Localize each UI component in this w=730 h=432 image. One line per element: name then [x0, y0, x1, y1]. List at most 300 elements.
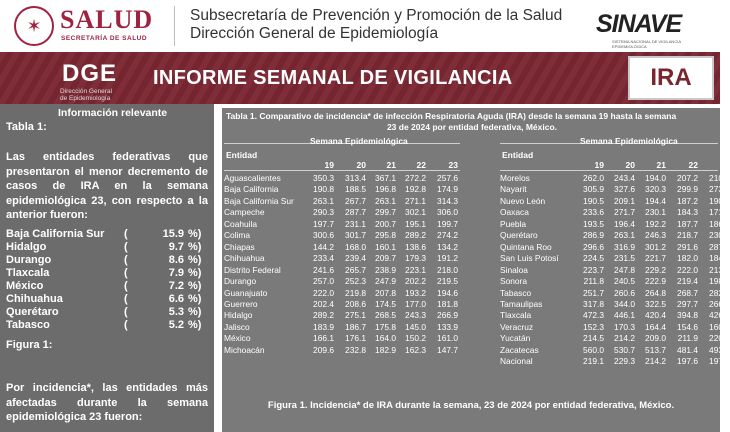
ranking-percent: %) [188, 293, 202, 305]
table-cell-value: 211.8 [583, 276, 604, 287]
table-cell-value: 264.8 [645, 287, 666, 298]
table-cell-value: 208.6 [345, 298, 366, 309]
table-cell-entity: Guerrero [224, 298, 258, 309]
table-cell-value: 257.0 [313, 276, 334, 287]
table-cell-value: 493.0 [709, 344, 730, 355]
ranking-entity: Tabasco [6, 319, 50, 331]
table-cell-value: 209.1 [614, 195, 635, 206]
table-row [224, 253, 460, 265]
table-cell-value: 302.1 [405, 207, 426, 218]
table-cell-value: 222.0 [313, 287, 334, 298]
table-cell-value: 190.8 [313, 184, 334, 195]
ranking-row [6, 241, 210, 254]
table-row [500, 287, 730, 300]
table-cell-entity: Jalisco [224, 321, 250, 332]
table-cell-value: 164.0 [375, 333, 396, 344]
table-row [224, 322, 460, 334]
table-caption-line-2: 23 de 2024 por entidad federativa, México. [386, 122, 558, 132]
table-cell-value: 188.5 [345, 184, 366, 195]
table-cell-value: 193.2 [405, 287, 426, 298]
table-cell-value: 420.4 [645, 310, 666, 321]
ranking-entity: Querétaro [6, 306, 59, 318]
ranking-row [6, 306, 210, 319]
column-header-week: 20 [356, 160, 366, 170]
table-cell-value: 222.9 [645, 276, 666, 287]
table-cell-value: 344.0 [614, 298, 635, 309]
table-row [224, 184, 460, 196]
table-row [224, 196, 460, 208]
table-cell-value: 219.5 [437, 276, 458, 287]
table-cell-value: 287.7 [345, 207, 366, 218]
ranking-value: 8.6 [168, 254, 184, 266]
table-row [500, 344, 730, 357]
table-cell-value: 152.3 [583, 321, 604, 332]
table-cell-value: 243.4 [614, 173, 635, 183]
table-cell-value: 305.9 [583, 184, 604, 195]
table-row [224, 242, 460, 254]
header-line-2: Dirección General de Epidemiología [190, 25, 439, 42]
table-cell-entity: Tabasco [500, 287, 532, 298]
column-header-week: 19 [594, 160, 604, 170]
sinave-logo [596, 10, 706, 49]
table-cell-value: 219.4 [677, 276, 698, 287]
table-cell-value: 268.5 [375, 310, 396, 321]
table-cell-value: 327.6 [614, 184, 635, 195]
report-title: INFORME SEMANAL DE VIGILANCIA [153, 67, 513, 89]
table-cell-value: 214.2 [614, 333, 635, 344]
table-cell-value: 194.0 [645, 173, 666, 183]
table-cell-value: 260.6 [614, 287, 635, 298]
table-row [224, 230, 460, 242]
table-cell-value: 223.7 [583, 264, 604, 275]
salud-logo-subtitle: SECRETARÍA DE SALUD [61, 35, 148, 42]
sinave-logo-subtitle: SISTEMA NACIONAL DE VIGILANCIA EPIDEMIOLÓGICA [612, 39, 681, 49]
table-cell-entity: Sonora [500, 276, 528, 287]
table-row [224, 265, 460, 277]
table-cell-value: 223.1 [405, 264, 426, 275]
table-cell-value: 184.6 [709, 253, 730, 264]
table-cell-value: 296.6 [583, 241, 604, 252]
table-cell-value: 207.2 [677, 173, 698, 183]
table-cell-value: 230.1 [645, 207, 666, 218]
table-cell-value: 202.2 [405, 276, 426, 287]
table-cell-value: 350.3 [313, 173, 334, 183]
table-rule [224, 170, 460, 171]
panel-heading: Información relevante [58, 107, 168, 119]
table-cell-value: 209.7 [375, 253, 396, 264]
table-row [500, 218, 730, 231]
table-cell-value: 214.2 [645, 356, 666, 367]
table-cell-value: 177.0 [405, 298, 426, 309]
table-cell-value: 209.6 [313, 344, 334, 355]
table-cell-value: 175.8 [375, 321, 396, 332]
table-cell-value: 394.8 [677, 310, 698, 321]
table-cell-value: 300.6 [313, 230, 334, 241]
ranking-row [6, 319, 210, 332]
table-cell-value: 274.2 [437, 230, 458, 241]
incidence-paragraph: Por incidencia*, las entidades más afectadas durante la semana epidemiológica 23 fueron: [6, 382, 208, 423]
table-cell-value: 560.0 [583, 344, 604, 355]
ranking-row [6, 267, 210, 280]
table-cell-value: 160.7 [709, 321, 730, 332]
table-cell-entity: Puebla [500, 218, 527, 229]
table-row [224, 333, 460, 345]
table-cell-value: 218.0 [437, 264, 458, 275]
table-cell-value: 190.0 [709, 195, 730, 206]
table-cell-value: 168.0 [345, 241, 366, 252]
incidence-table-panel [222, 108, 730, 432]
table-cell-value: 219.8 [345, 287, 366, 298]
table-cell-value: 214.5 [583, 333, 604, 344]
table-cell-value: 263.1 [614, 230, 635, 241]
table-cell-value: 252.3 [345, 276, 366, 287]
ranking-value: 6.6 [168, 293, 184, 305]
table-cell-value: 200.7 [375, 218, 396, 229]
table-cell-value: 239.4 [345, 253, 366, 264]
page-header [0, 0, 720, 52]
table-row [224, 276, 460, 288]
salud-logo [14, 6, 160, 46]
table-row [500, 241, 730, 254]
table-cell-value: 229.3 [614, 356, 635, 367]
table-cell-value: 313.4 [345, 173, 366, 183]
table-cell-value: 301.2 [645, 241, 666, 252]
table-cell-value: 219.1 [583, 356, 604, 367]
table-cell-value: 271.7 [614, 207, 635, 218]
table-cell-value: 282.8 [709, 287, 730, 298]
figure-caption: Figura 1. Incidencia* de IRA durante la semana, 23 de 2024 por entidad federativa, México. [267, 400, 675, 411]
table-cell-value: 238.9 [375, 264, 396, 275]
table-cell-entity: Baja California Sur [224, 195, 294, 206]
table-cell-entity: Yucatán [500, 333, 531, 344]
table-row [500, 356, 730, 368]
table-cell-value: 197.7 [313, 218, 334, 229]
ranking-percent: %) [188, 241, 202, 253]
table-cell-value: 218.7 [677, 230, 698, 241]
table-cell-value: 194.4 [645, 195, 666, 206]
table-cell-value: 222.0 [677, 264, 698, 275]
ranking-percent: %) [188, 306, 202, 318]
table-cell-entity: Baja California [224, 184, 279, 195]
table-cell-value: 243.3 [405, 310, 426, 321]
table-cell-value: 367.1 [375, 173, 396, 183]
sinave-logo-text: SINAVE [596, 10, 682, 38]
table-row [500, 195, 730, 208]
table-cell-value: 220.2 [709, 333, 730, 344]
dge-logo: DGE [62, 60, 118, 87]
column-header-week: 21 [656, 160, 666, 170]
table-cell-value: 268.7 [677, 287, 698, 298]
table-cell-value: 306.0 [437, 207, 458, 218]
table-cell-value: 233.4 [313, 253, 334, 264]
table-row [500, 230, 730, 242]
table-cell-value: 187.7 [677, 218, 698, 229]
table-cell-value: 193.5 [583, 218, 604, 229]
table-cell-value: 211.9 [677, 333, 698, 344]
table-cell-value: 182.9 [375, 344, 396, 355]
table-cell-value: 247.8 [614, 264, 635, 275]
table-row [500, 333, 730, 345]
table-cell-value: 170.3 [614, 321, 635, 332]
column-header-week: 23 [448, 160, 458, 170]
table-cell-value: 287.4 [709, 241, 730, 252]
decrement-ranking [6, 228, 210, 332]
table-cell-value: 320.3 [645, 184, 666, 195]
table-cell-value: 186.5 [709, 218, 730, 229]
table-cell-value: 166.1 [313, 333, 334, 344]
column-header-week: 20 [625, 160, 635, 170]
header-divider [174, 6, 175, 46]
table-cell-value: 221.7 [645, 253, 666, 264]
table-cell-entity: Michoacán [224, 344, 265, 355]
table-cell-value: 194.6 [437, 287, 458, 298]
column-header-week: 21 [386, 160, 396, 170]
table-cell-value: 231.5 [614, 253, 635, 264]
ranking-value: 15.9 [162, 228, 184, 240]
table-cell-value: 426.1 [709, 310, 730, 321]
table-cell-value: 171.5 [709, 207, 730, 218]
ranking-row [6, 280, 210, 293]
table-cell-value: 191.2 [437, 253, 458, 264]
table-cell-value: 472.3 [583, 310, 604, 321]
ranking-entity: Chihuahua [6, 293, 63, 305]
ranking-paren: ( [124, 228, 128, 240]
table-cell-value: 247.9 [375, 276, 396, 287]
ranking-value: 7.9 [168, 267, 184, 279]
table-row [224, 345, 460, 357]
table-cell-value: 145.0 [405, 321, 426, 332]
table-row [224, 299, 460, 311]
table-cell-value: 210.6 [709, 173, 730, 183]
table-cell-value: 251.7 [583, 287, 604, 298]
table-cell-value: 299.9 [677, 184, 698, 195]
ranking-paren: ( [124, 267, 128, 279]
table-cell-value: 182.0 [677, 253, 698, 264]
header-line-1: Subsecretaría de Prevención y Promoción de la Salud [190, 7, 563, 24]
panel-table-label: Tabla 1: [6, 121, 47, 133]
table-cell-value: 233.6 [583, 207, 604, 218]
table-cell-value: 183.9 [313, 321, 334, 332]
table-cell-value: 316.9 [614, 241, 635, 252]
table-cell-value: 192.8 [405, 184, 426, 195]
table-cell-value: 246.3 [645, 230, 666, 241]
table-cell-value: 174.5 [375, 298, 396, 309]
table-cell-value: 273.6 [709, 184, 730, 195]
table-row [224, 219, 460, 231]
relevant-info-panel [0, 104, 214, 432]
table-cell-value: 513.7 [645, 344, 666, 355]
table-cell-value: 291.6 [677, 241, 698, 252]
table-cell-value: 196.4 [614, 218, 635, 229]
table-cell-entity: Aguascalientes [224, 173, 281, 183]
report-banner [0, 52, 720, 104]
table-cell-value: 230.3 [709, 230, 730, 241]
table-cell-entity: Nacional [500, 356, 533, 367]
table-row [500, 321, 730, 334]
table-cell-value: 271.1 [405, 195, 426, 206]
table-cell-entity: Morelos [500, 173, 530, 183]
table-cell-value: 150.2 [405, 333, 426, 344]
table-cell-value: 192.2 [645, 218, 666, 229]
table-cell-value: 241.6 [313, 264, 334, 275]
column-header-week-group: Semana Epidemiológica [580, 136, 678, 146]
table-cell-value: 179.3 [405, 253, 426, 264]
panel-figure-label: Figura 1: [6, 339, 53, 351]
table-cell-value: 154.6 [677, 321, 698, 332]
ranking-percent: %) [188, 319, 202, 331]
table-rule [500, 170, 718, 171]
table-cell-value: 295.8 [375, 230, 396, 241]
table-caption [226, 111, 718, 133]
decrement-paragraph: Las entidades federativas que presentaron el menor decremento de casos de IRA en la semana epidemiológica 23, con respecto a la anterior fueron: [6, 151, 208, 221]
ranking-paren: ( [124, 293, 128, 305]
table-cell-entity: Distrito Federal [224, 264, 281, 275]
table-cell-value: 202.4 [313, 298, 334, 309]
ranking-paren: ( [124, 254, 128, 266]
table-cell-value: 209.0 [645, 333, 666, 344]
table-cell-entity: Querétaro [500, 230, 538, 241]
ranking-percent: %) [188, 254, 202, 266]
table-cell-value: 299.7 [375, 207, 396, 218]
ranking-percent: %) [188, 280, 202, 292]
table-row [500, 298, 730, 311]
ranking-entity: Tlaxcala [6, 267, 50, 279]
table-cell-value: 198.8 [709, 276, 730, 287]
table-cell-value: 263.1 [375, 195, 396, 206]
table-cell-value: 289.2 [405, 230, 426, 241]
table-row [500, 173, 730, 185]
table-cell-value: 133.9 [437, 321, 458, 332]
table-cell-entity: Nuevo León [500, 195, 546, 206]
ira-tag: IRA [628, 56, 714, 100]
table-cell-entity: Colima [224, 230, 251, 241]
ranking-row [6, 293, 210, 306]
table-cell-value: 262.0 [583, 173, 604, 183]
table-cell-value: 257.6 [437, 173, 458, 183]
table-cell-value: 272.2 [405, 173, 426, 183]
table-cell-value: 530.7 [614, 344, 635, 355]
table-cell-value: 263.1 [313, 195, 334, 206]
table-cell-entity: Guanajuato [224, 287, 268, 298]
column-header-week-group: Semana Epidemiológica [310, 136, 408, 146]
column-header-week: 22 [416, 160, 426, 170]
ranking-paren: ( [124, 280, 128, 292]
table-cell-value: 290.3 [313, 207, 334, 218]
ranking-row [6, 228, 210, 241]
table-cell-value: 265.7 [345, 264, 366, 275]
table-cell-entity: Nayarit [500, 184, 527, 195]
ranking-value: 5.2 [168, 319, 184, 331]
column-header-week: 19 [324, 160, 334, 170]
table-cell-value: 184.3 [677, 207, 698, 218]
table-cell-value: 176.1 [345, 333, 366, 344]
ranking-entity: Baja California Sur [6, 228, 105, 240]
salud-logo-text: SALUD [60, 5, 154, 34]
table-row [500, 207, 730, 219]
column-header-week: 23 [720, 160, 730, 170]
table-cell-entity: Coahuila [224, 218, 258, 229]
ranking-row [6, 254, 210, 267]
table-cell-value: 275.1 [345, 310, 366, 321]
table-cell-value: 164.4 [645, 321, 666, 332]
column-header-entity: Entidad [502, 150, 534, 160]
table-cell-value: 297.7 [677, 298, 698, 309]
table-cell-entity: Sinaloa [500, 264, 528, 275]
table-cell-value: 138.6 [405, 241, 426, 252]
table-cell-value: 195.1 [405, 218, 426, 229]
table-row [224, 310, 460, 322]
table-row [224, 207, 460, 219]
table-row [500, 184, 730, 196]
table-cell-entity: San Luis Potosí [500, 253, 559, 264]
table-cell-entity: Zacatecas [500, 344, 539, 355]
table-cell-entity: Tamaulipas [500, 298, 543, 309]
table-cell-value: 322.5 [645, 298, 666, 309]
table-cell-value: 174.9 [437, 184, 458, 195]
table-caption-line-1: Tabla 1. Comparativo de incidencia* de infección Respiratoria Aguda (IRA) desde la semana 19 hasta la semana [226, 111, 677, 121]
table-cell-entity: México [224, 333, 251, 344]
table-cell-entity: Campeche [224, 207, 265, 218]
table-cell-entity: Chiapas [224, 241, 255, 252]
table-cell-value: 196.8 [375, 184, 396, 195]
table-cell-entity: Chihuahua [224, 253, 265, 264]
ranking-paren: ( [124, 241, 128, 253]
table-cell-value: 446.1 [614, 310, 635, 321]
table-cell-value: 267.7 [345, 195, 366, 206]
ranking-value: 9.7 [168, 241, 184, 253]
table-row [500, 253, 730, 265]
ranking-percent: %) [188, 267, 202, 279]
ranking-paren: ( [124, 319, 128, 331]
table-cell-entity: Durango [224, 276, 257, 287]
ranking-paren: ( [124, 306, 128, 318]
table-row [500, 276, 730, 288]
table-cell-value: 289.2 [313, 310, 334, 321]
table-cell-value: 207.8 [375, 287, 396, 298]
table-cell-value: 160.1 [375, 241, 396, 252]
table-cell-value: 317.8 [583, 298, 604, 309]
table-cell-value: 147.7 [437, 344, 458, 355]
table-cell-entity: Hidalgo [224, 310, 253, 321]
table-cell-value: 144.2 [313, 241, 334, 252]
table-cell-value: 134.2 [437, 241, 458, 252]
dge-logo-subtitle: Dirección General de Epidemiología [60, 88, 113, 102]
table-cell-value: 199.7 [437, 218, 458, 229]
table-cell-entity: Oaxaca [500, 207, 529, 218]
ranking-value: 5.3 [168, 306, 184, 318]
table-cell-entity: Tlaxcala [500, 310, 532, 321]
table-cell-value: 162.3 [405, 344, 426, 355]
table-cell-value: 229.2 [645, 264, 666, 275]
table-row [224, 173, 460, 185]
table-cell-value: 266.9 [709, 298, 730, 309]
table-cell-value: 224.5 [583, 253, 604, 264]
ranking-entity: Hidalgo [6, 241, 47, 253]
table-cell-value: 190.5 [583, 195, 604, 206]
table-cell-value: 181.8 [437, 298, 458, 309]
table-cell-value: 231.1 [345, 218, 366, 229]
ranking-percent: %) [188, 228, 202, 240]
table-cell-value: 187.2 [677, 195, 698, 206]
table-cell-value: 314.3 [437, 195, 458, 206]
table-cell-value: 286.9 [583, 230, 604, 241]
table-cell-value: 197.6 [677, 356, 698, 367]
table-cell-value: 266.9 [437, 310, 458, 321]
table-cell-value: 481.4 [677, 344, 698, 355]
column-header-entity: Entidad [226, 150, 258, 160]
column-header-week: 22 [688, 160, 698, 170]
table-cell-value: 186.7 [345, 321, 366, 332]
